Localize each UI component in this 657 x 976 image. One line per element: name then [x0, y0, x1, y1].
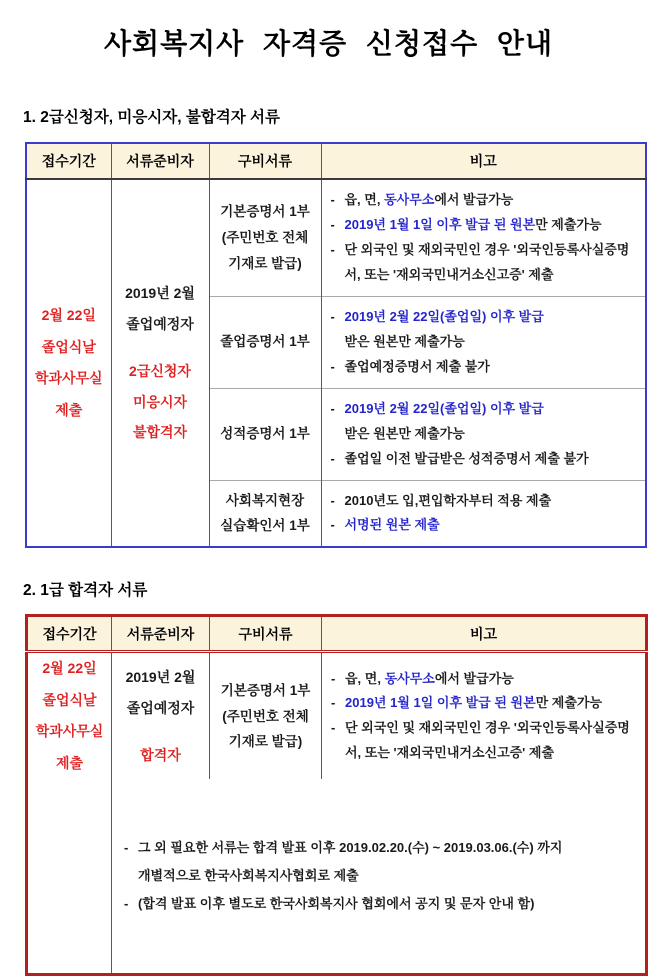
period-line: 졸업식날	[41, 338, 96, 355]
header-remarks: 비고	[322, 616, 647, 652]
remark-text: 만 제출가능	[535, 695, 603, 711]
notice-text: 그 외 필요한 서류는 합격 발표 이후 2019.02.20.(수) ~ 2019.03.06.(수) 까지	[138, 840, 563, 856]
notice-text: (합격 발표 이후 별도로 한국사회복지사 협회에서 공지 및 문자 안내 함)	[138, 896, 535, 912]
document	[0, 22, 657, 922]
header-reception-period: 접수기간	[26, 143, 111, 179]
bullet-dash: -	[330, 308, 335, 324]
period-line: 제출	[55, 754, 84, 771]
empty-period-cell	[27, 779, 112, 974]
remark-text: 에서 발급가능	[434, 192, 514, 207]
table-grade2-documents	[25, 142, 647, 548]
preparer-line: 2019년 2월	[125, 669, 196, 686]
remarks-cell	[322, 652, 647, 780]
remark-item	[331, 691, 641, 716]
document-name: 성적증명서 1부	[220, 426, 310, 442]
notice-item	[124, 834, 645, 890]
remark-item	[331, 667, 641, 692]
bullet-dash: -	[331, 720, 336, 736]
header-remarks: 비고	[321, 143, 646, 179]
bullet-dash: -	[330, 450, 335, 466]
header-document-preparer: 서류준비자	[111, 143, 209, 179]
document-name: (주민번호 전체	[221, 230, 309, 246]
table-row	[26, 179, 646, 296]
bullet-dash: -	[331, 695, 336, 711]
remark-item	[331, 188, 642, 213]
table-row	[27, 652, 647, 780]
period-line: 2월 22일	[41, 307, 96, 324]
remark-item	[331, 213, 642, 238]
document-name: 기본증명서 1부	[220, 682, 311, 698]
remark-text: 받은 원본만 제출가능	[344, 333, 465, 349]
bullet-dash: -	[330, 192, 335, 207]
remark-text-highlight: 동사무소	[384, 670, 435, 686]
remark-item	[331, 355, 642, 380]
period-line: 2월 22일	[42, 660, 97, 677]
required-document-cell	[209, 179, 321, 296]
remark-text-highlight: 2019년 1월 1일 이후 발급 된 원본	[344, 216, 536, 232]
remark-text-highlight: 서명된 원본 제출	[344, 517, 440, 533]
document-name: 졸업증명서 1부	[220, 334, 310, 350]
preparer-line: 미응시자	[132, 393, 188, 410]
remark-text: 만 제출가능	[535, 216, 602, 232]
remarks-cell	[321, 388, 646, 480]
required-document-cell	[210, 652, 322, 780]
period-line: 제출	[55, 401, 83, 418]
table-header-row	[26, 143, 646, 179]
page-title: 사회복지사 자격증 신청접수 안내	[103, 28, 553, 59]
required-document-cell	[209, 388, 321, 480]
remark-item	[331, 238, 642, 288]
preparer-line: 2급신청자	[129, 362, 191, 379]
preparer-line: 2019년 2월	[125, 285, 195, 302]
document-name: 실습확인서 1부	[220, 518, 310, 534]
remark-text: 읍, 면,	[344, 192, 385, 207]
bullet-dash: -	[330, 492, 335, 508]
remark-text: 단 외국인 및 재외국민인 경우 '외국인등록사실증명서, 또는 '재외국민내거소신고증' 제출	[344, 241, 630, 282]
remarks-cell	[321, 296, 646, 388]
document-name: 기본증명서 1부	[220, 204, 310, 220]
remark-text-highlight: 2019년 2월 22일(졸업일) 이후 발급	[344, 400, 544, 416]
remark-text: 2010년도 입,편입학자부터 적용 제출	[344, 492, 552, 508]
preparer-line: 합격자	[140, 746, 181, 763]
reception-period-cell	[26, 179, 111, 547]
reception-period-cell	[27, 652, 112, 780]
table-header-row	[27, 616, 647, 652]
document-name: (주민번호 전체	[222, 708, 309, 724]
bullet-dash: -	[330, 400, 335, 416]
preparer-line: 졸업예정자	[126, 316, 194, 333]
remarks-cell	[321, 480, 646, 547]
remark-text-highlight: 동사무소	[384, 192, 435, 207]
remark-text: 졸업예정증명서 제출 불가	[344, 358, 490, 374]
period-line: 학과사무실	[35, 723, 104, 740]
header-document-preparer: 서류준비자	[112, 616, 210, 652]
preparer-line: 불합격자	[132, 424, 188, 441]
remark-text: 졸업일 이전 발급받은 성적증명서 제출 불가	[344, 450, 589, 466]
table-grade1-documents	[25, 614, 648, 976]
document-name: 기재로 발급)	[228, 255, 302, 271]
remarks-cell	[321, 179, 646, 296]
required-document-cell	[209, 296, 321, 388]
bullet-dash: -	[124, 896, 129, 912]
remark-item	[331, 716, 641, 766]
notice-item	[124, 890, 645, 918]
header-required-documents: 구비서류	[209, 143, 321, 179]
remark-text: 에서 발급가능	[434, 670, 514, 686]
bullet-dash: -	[330, 241, 335, 257]
bullet-dash: -	[124, 840, 129, 856]
bullet-dash: -	[330, 216, 335, 232]
remark-text: 받은 원본만 제출가능	[344, 425, 465, 441]
table-row	[27, 779, 647, 974]
preparer-line: 졸업예정자	[126, 700, 195, 717]
remark-item	[331, 513, 642, 538]
remark-text-highlight: 2019년 1월 1일 이후 발급 된 원본	[345, 695, 536, 711]
remark-item	[331, 305, 642, 355]
bullet-dash: -	[330, 358, 335, 374]
required-document-cell	[209, 480, 321, 547]
remark-text: 읍, 면,	[345, 670, 385, 686]
remark-text-highlight: 2019년 2월 22일(졸업일) 이후 발급	[344, 308, 544, 324]
header-reception-period: 접수기간	[27, 616, 112, 652]
bullet-dash: -	[330, 517, 335, 533]
remark-item	[331, 447, 642, 472]
remark-item	[331, 397, 642, 447]
spacer	[112, 724, 209, 740]
section2-heading: 2. 1급 합격자 서류	[23, 582, 148, 600]
preparer-cell	[112, 652, 210, 780]
section1-heading: 1. 2급신청자, 미응시자, 불합격자 서류	[23, 109, 281, 126]
notice-text: 개별적으로 한국사회복지사협회로 제출	[138, 868, 359, 884]
bullet-dash: -	[331, 670, 336, 686]
header-required-documents: 구비서류	[210, 616, 322, 652]
preparer-cell	[111, 179, 209, 547]
period-line: 학과사무실	[34, 370, 103, 387]
period-line: 졸업식날	[42, 691, 97, 708]
document-name: 기재로 발급)	[228, 734, 303, 750]
spacer	[112, 340, 209, 356]
remark-text: 단 외국인 및 재외국민인 경우 '외국인등록사실증명서, 또는 '재외국민내거소신고증' 제출	[345, 720, 630, 761]
additional-notice-cell	[112, 779, 647, 974]
document-name: 사회복지현장	[225, 492, 305, 508]
remark-item	[331, 489, 642, 514]
